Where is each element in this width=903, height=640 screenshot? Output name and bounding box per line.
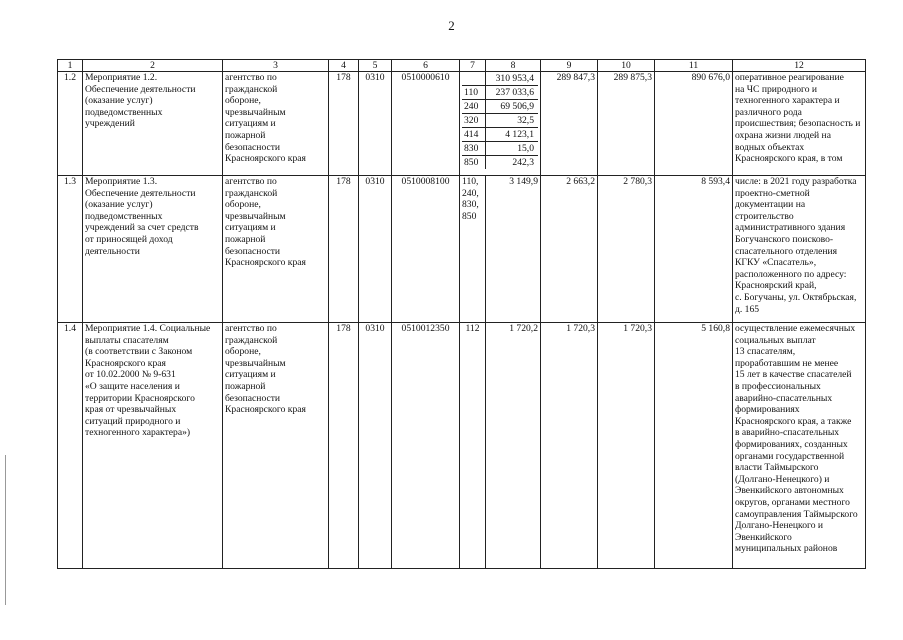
table-row: [58, 176, 866, 323]
row-number: 1.4: [58, 323, 83, 569]
year2-amount: 2 663,2: [541, 176, 598, 323]
vr-amount: 32,5: [517, 115, 534, 126]
vr-code: 830: [462, 142, 486, 155]
row-number: 1.3: [58, 176, 83, 323]
page-number: 2: [448, 18, 455, 33]
col-header: 4: [329, 60, 359, 72]
vr-code: 240: [462, 100, 486, 113]
agency: агентство по гражданской обороне, чрезвычайным ситуациям и пожарной безопасности Красноярского края: [223, 176, 329, 323]
rzpr-code: 0310: [359, 176, 392, 323]
col-header: 9: [541, 60, 598, 72]
csr-code: 0510008100: [392, 176, 460, 323]
vr-amount: 242,3: [512, 157, 534, 168]
col-header: 5: [359, 60, 392, 72]
table-row: [58, 323, 866, 569]
row-number: 1.2: [58, 72, 83, 176]
vr-amount: 15,0: [517, 143, 534, 154]
expected-result: оперативное реагирование на ЧС природного и техногенного характера и различного рода происшествия; безопасность и охрана жизни людей на водных объектах Красноярского края, в том: [733, 72, 866, 176]
scan-edge-mark: [5, 455, 6, 605]
rzpr-code: 0310: [359, 72, 392, 176]
year3-amount: 289 875,3: [598, 72, 655, 176]
year1-amount: 3 149,9: [486, 176, 541, 323]
vr-amount: 69 506,9: [500, 101, 534, 112]
rzpr-code: 0310: [359, 323, 392, 569]
vr-code: 110: [462, 86, 486, 99]
vr-code: 112: [460, 323, 486, 569]
agency: агентство по гражданской обороне, чрезвычайным ситуациям и пожарной безопасности Красноярского края: [223, 323, 329, 569]
col-header: 10: [598, 60, 655, 72]
year2-amount: 289 847,3: [541, 72, 598, 176]
col-header: 6: [392, 60, 460, 72]
vr-code: 320: [462, 114, 486, 127]
vr-breakdown: [460, 72, 541, 176]
col-header: 12: [733, 60, 866, 72]
col-header: 7: [460, 60, 486, 72]
year3-amount: 2 780,3: [598, 176, 655, 323]
measure-name: Мероприятие 1.2. Обеспечение деятельности (оказание услуг) подведомственных учреждений: [83, 72, 223, 176]
csr-code: 0510000610: [392, 72, 460, 176]
table-row: [58, 72, 866, 176]
col-header: 3: [223, 60, 329, 72]
col-header: 2: [83, 60, 223, 72]
vr-code: 110, 240, 830, 850: [460, 176, 486, 323]
expected-result: числе: в 2021 году разработка проектно-сметной документации на строительство административного здания Богучанского поисково- спасательного отделения КГКУ «Спасатель», расположенного по адресу: Красноярский край, с. Богучаны, ул. Октябрьская, д. 165: [733, 176, 866, 323]
vr-amount: 237 033,6: [495, 87, 534, 98]
total-amount: 8 593,4: [655, 176, 733, 323]
budget-table: [57, 59, 866, 569]
grbs-code: 178: [329, 323, 359, 569]
expected-result: осуществление ежемесячных социальных выплат 13 спасателям, проработавшим не менее 15 лет в качестве спасателей в профессиональных аварийно-спасательных формированиях Красноярского края, а также в аварийно-спасательных формированиях, созданных органами государственной власти Таймырского (Долгано-Ненецкого) и Эвенкийского автономных округов, органами местного самоуправления Таймырского Долгано-Ненецкого и Эвенкийского муниципальных районов: [733, 323, 866, 569]
vr-amount: 310 953,4: [495, 73, 534, 84]
agency: агентство по гражданской обороне, чрезвычайным ситуациям и пожарной безопасности Красноярского края: [223, 72, 329, 176]
col-header: 11: [655, 60, 733, 72]
year2-amount: 1 720,3: [541, 323, 598, 569]
grbs-code: 178: [329, 72, 359, 176]
measure-name: Мероприятие 1.3. Обеспечение деятельности (оказание услуг) подведомственных учреждений за счет средств от приносящей доход деятельности: [83, 176, 223, 323]
measure-name: Мероприятие 1.4. Социальные выплаты спасателям (в соответствии с Законом Красноярского края от 10.02.2000 № 9-631 «О защите населения и территории Красноярского края от чрезвычайных ситуаций природного и техногенного характера»): [83, 323, 223, 569]
vr-code: [462, 72, 486, 85]
csr-code: 0510012350: [392, 323, 460, 569]
grbs-code: 178: [329, 176, 359, 323]
vr-code: 414: [462, 128, 486, 141]
total-amount: 890 676,0: [655, 72, 733, 176]
total-amount: 5 160,8: [655, 323, 733, 569]
column-number-row: [58, 60, 866, 72]
vr-amount: 4 123,1: [505, 129, 534, 140]
year3-amount: 1 720,3: [598, 323, 655, 569]
year1-amount: 1 720,2: [486, 323, 541, 569]
vr-code: 850: [462, 156, 486, 169]
col-header: 1: [58, 60, 83, 72]
col-header: 8: [486, 60, 541, 72]
